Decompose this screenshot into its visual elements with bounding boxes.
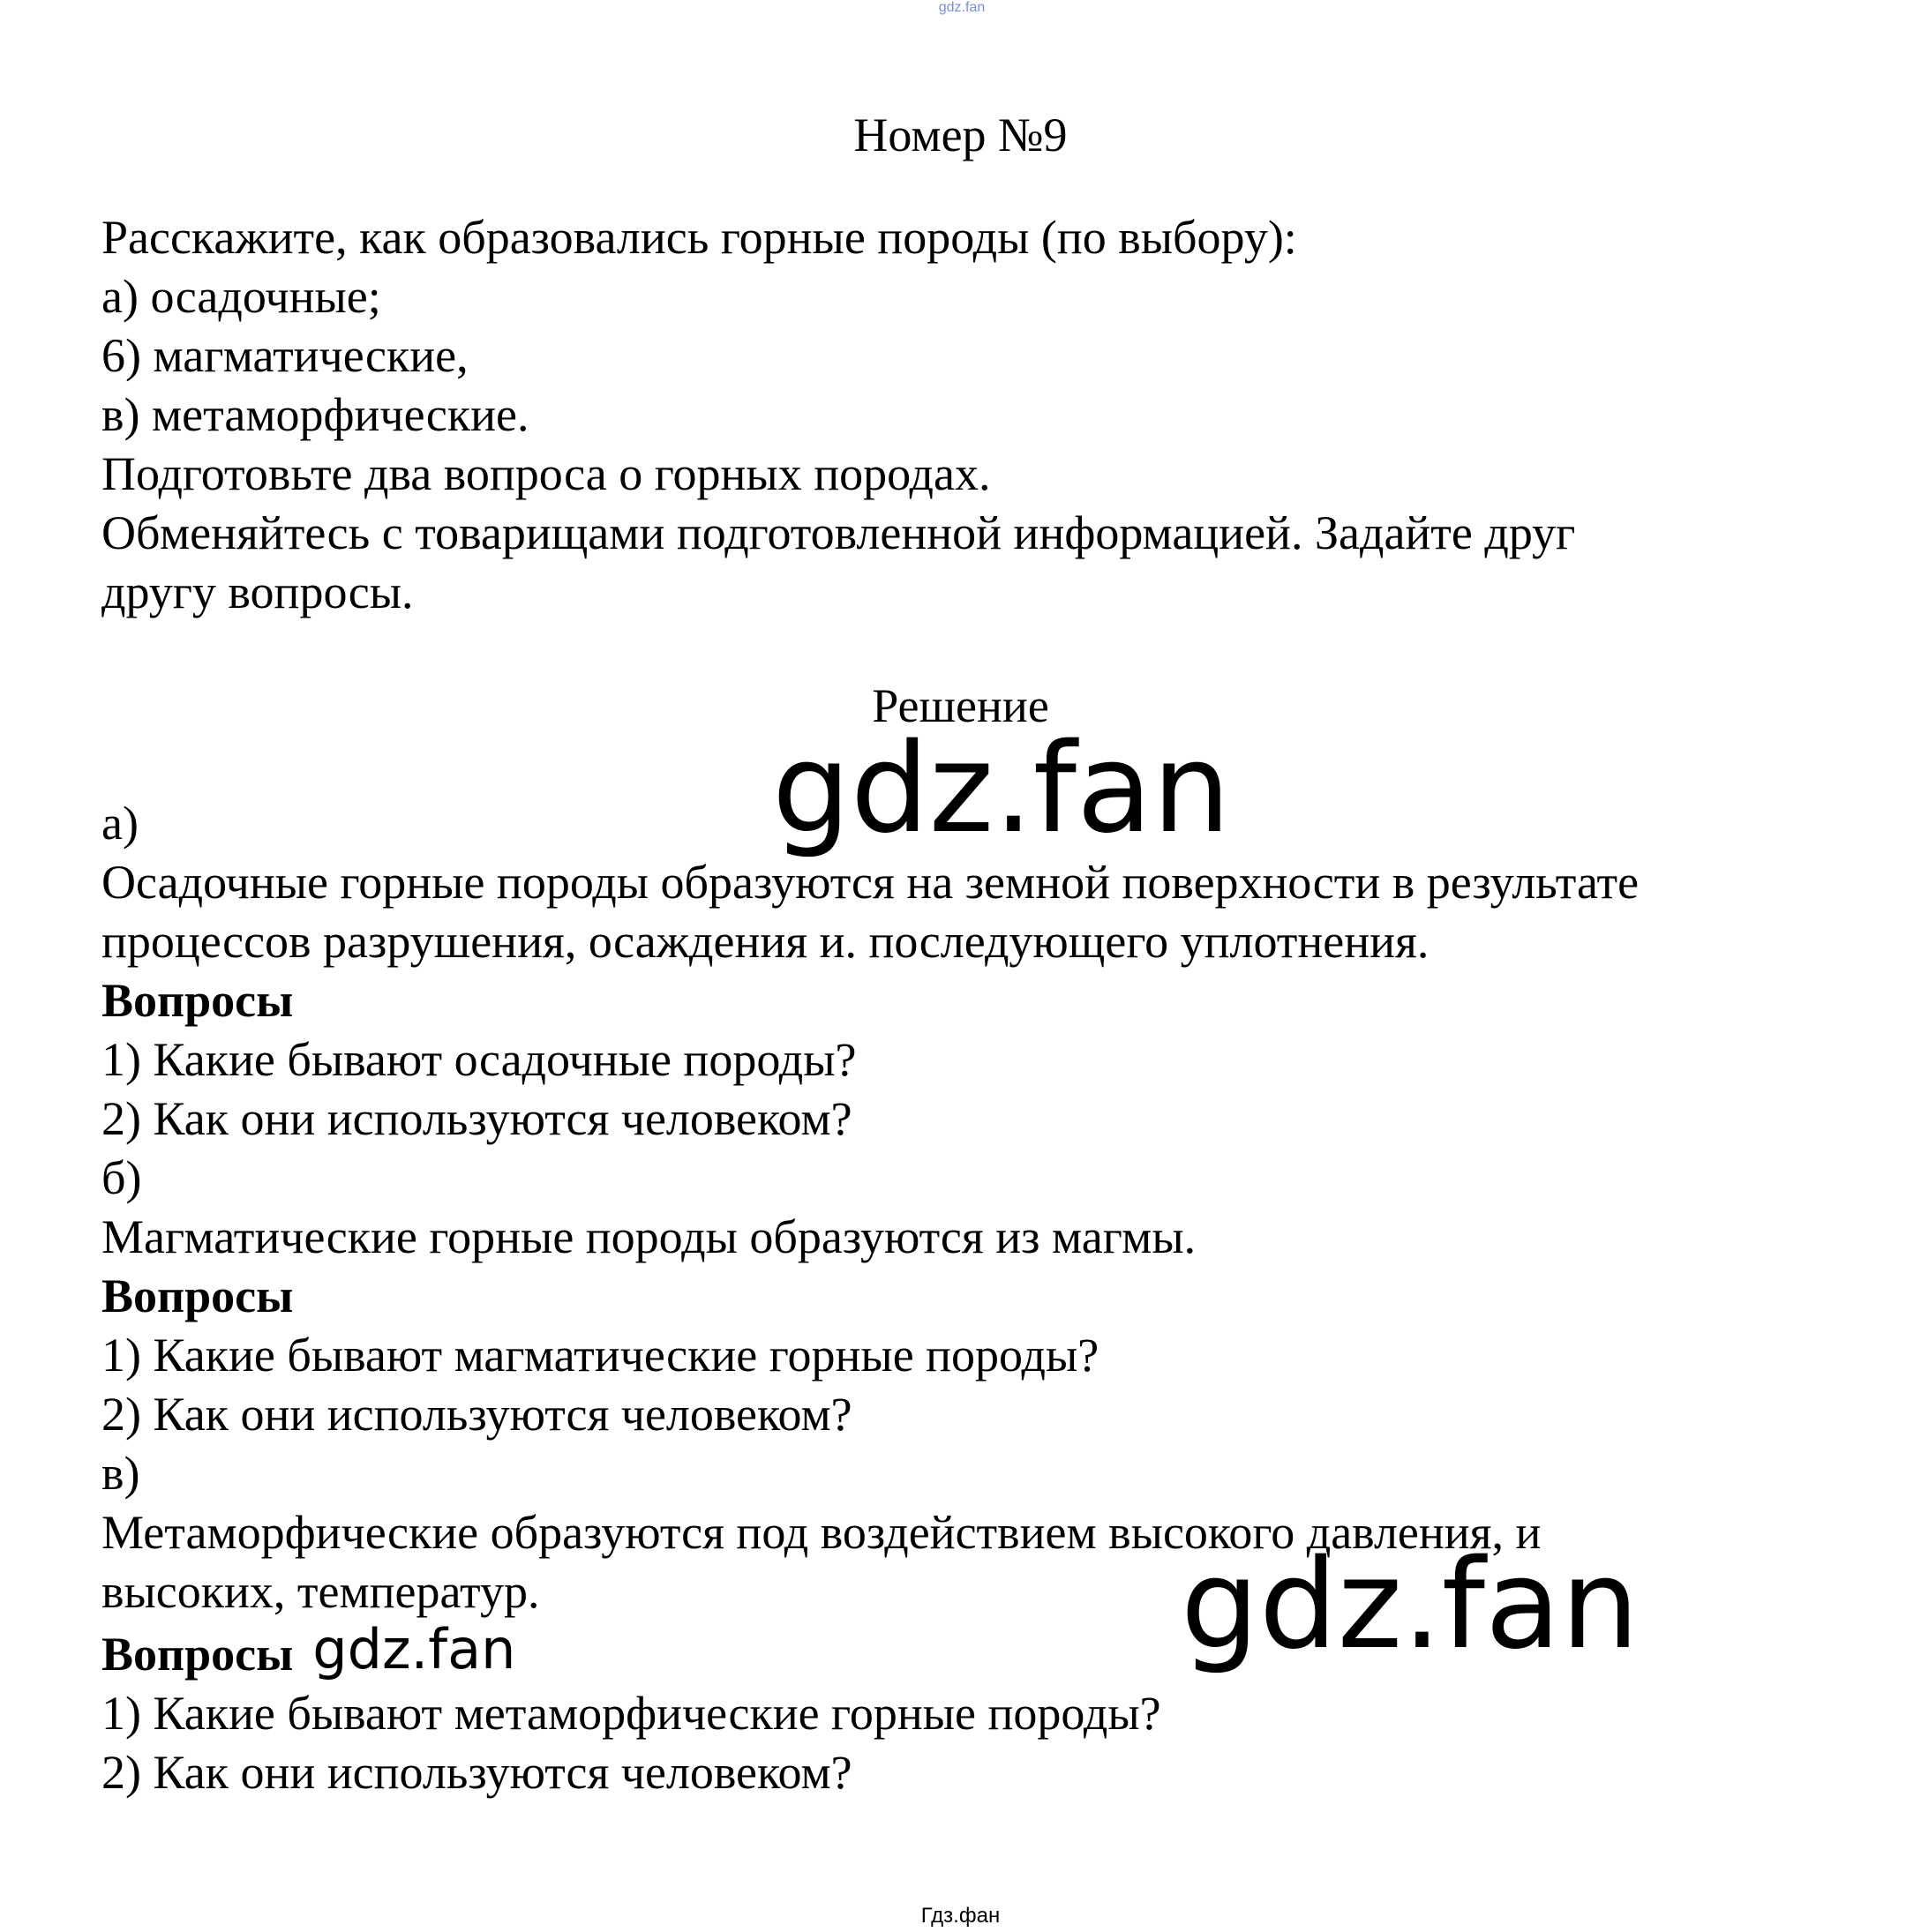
task-line: Подготовьте два вопроса о горных породах.: [101, 447, 991, 500]
watermark-inline: gdz.fan: [312, 1617, 516, 1681]
questions-heading: Вопросы: [101, 1628, 294, 1681]
solution-heading: Решение: [872, 679, 1049, 732]
question-item: 2) Как они используются человеком?: [101, 1092, 852, 1145]
task-text: [101, 208, 1849, 622]
watermark-top: gdz.fan: [938, 0, 986, 15]
questions-heading: Вопросы: [101, 974, 294, 1027]
question-item: 1) Какие бывают метаморфические горные породы?: [101, 1687, 1161, 1740]
page-title: Номер №9: [853, 109, 1068, 161]
section-text: Осадочные горные породы образуются на земной поверхности в результате: [101, 856, 1640, 909]
task-line: Расскажите, как образовались горные породы (по выбору):: [101, 211, 1297, 264]
section-text: Метаморфические образуются под воздействием высокого давления, и: [101, 1506, 1542, 1559]
question-item: 2) Как они используются человеком?: [101, 1388, 852, 1441]
task-line: другу вопросы.: [101, 565, 414, 618]
section-label: в): [101, 1447, 140, 1500]
watermark-large: gdz.fan: [772, 717, 1231, 861]
section-text: процессов разрушения, осаждения и. последующего уплотнения.: [101, 915, 1429, 968]
watermark-large: gdz.fan: [1181, 1533, 1640, 1677]
task-line: 6) магматические,: [101, 329, 469, 382]
question-item: 1) Какие бывают осадочные породы?: [101, 1033, 857, 1086]
footer-watermark: Гдз.фан: [920, 1904, 1001, 1928]
task-line: а) осадочные;: [101, 270, 381, 323]
section-label: а): [101, 797, 139, 850]
question-item: 1) Какие бывают магматические горные породы?: [101, 1329, 1099, 1382]
section-text: высоких, температур.: [101, 1565, 540, 1618]
task-line: в) метаморфические.: [101, 388, 529, 441]
task-line: Обменяйтесь с товарищами подготовленной информацией. Задайте друг: [101, 506, 1576, 559]
section-text: Магматические горные породы образуются из магмы.: [101, 1210, 1197, 1263]
question-item: 2) Как они используются человеком?: [101, 1746, 852, 1799]
section-label: б): [101, 1151, 142, 1204]
questions-heading: Вопросы: [101, 1269, 294, 1322]
